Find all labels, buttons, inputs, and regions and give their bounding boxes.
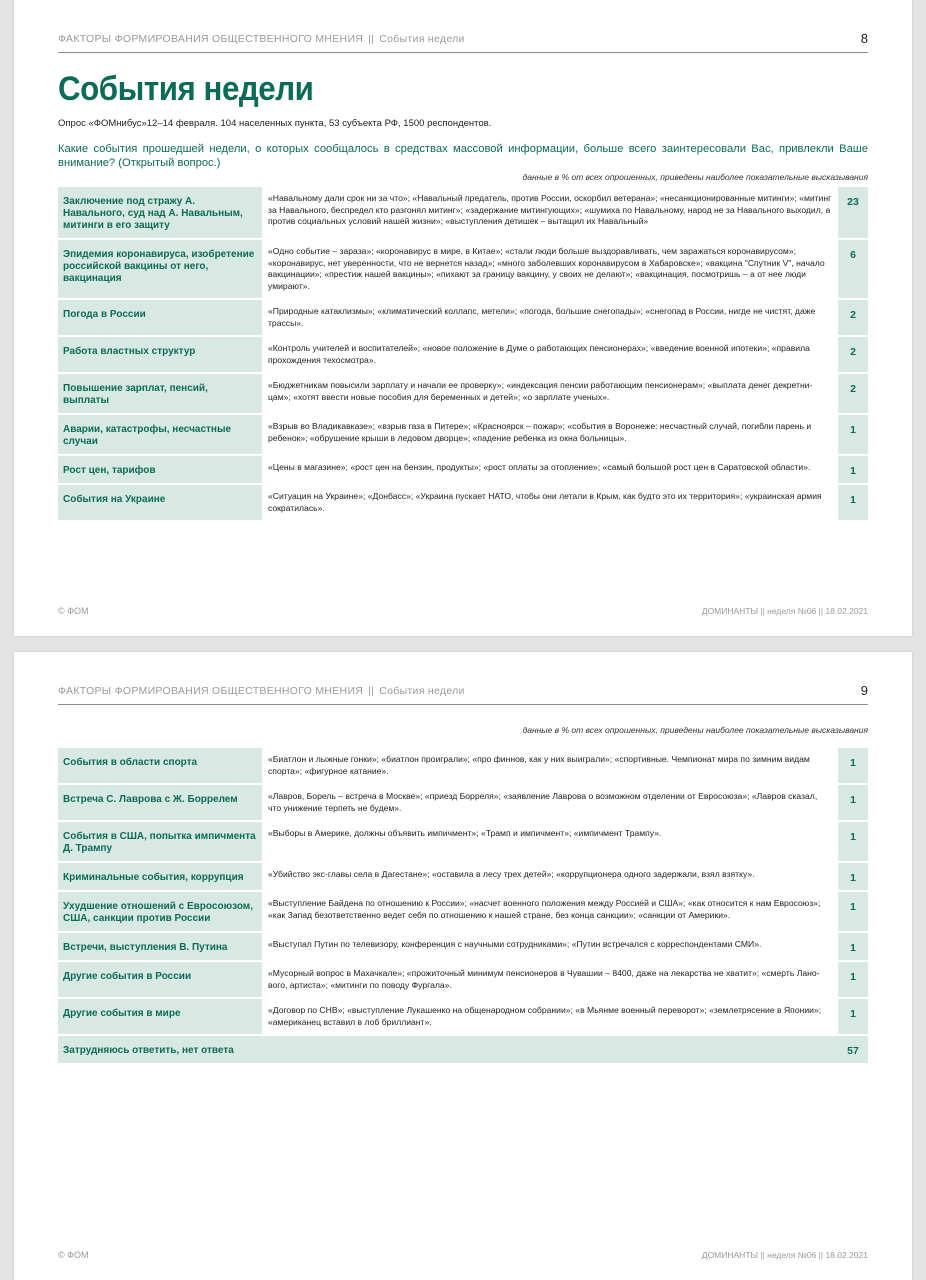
row-value: 1 xyxy=(838,748,868,783)
row-value: 2 xyxy=(838,374,868,413)
table-row xyxy=(58,962,868,997)
running-header xyxy=(58,682,868,705)
table-row xyxy=(58,933,868,960)
row-quotes: «Лавров, Борель – встреча в Москве»; «приезд Борреля»; «заявление Лаврова о возможном отделении от Евросоюза»; «Лавров сказал, что унижение терпеть не будем». xyxy=(262,785,838,820)
row-value: 1 xyxy=(838,415,868,454)
row-value: 1 xyxy=(838,933,868,960)
row-quotes: «Убийство экс-главы села в Дагестане»; «оставила в лесу трех детей»; «коррупционера одного задержали, взял взятку». xyxy=(262,863,838,890)
page-title: События недели xyxy=(58,70,314,108)
data-note: данные в % от всех опрошенных, приведены наиболее показательные высказывания xyxy=(522,172,868,182)
row-value: 57 xyxy=(838,1036,868,1063)
table-row xyxy=(58,300,868,335)
header-separator: || xyxy=(368,685,375,697)
document-page-8 xyxy=(14,0,912,636)
row-quotes: «Выступал Путин по телевизору, конференция с научными сотрудниками»; «Путин встречался с корреспондентами СМИ». xyxy=(262,933,838,960)
footer-copyright: © ФОМ xyxy=(58,606,89,616)
row-value: 23 xyxy=(838,187,868,238)
table-row xyxy=(58,999,868,1034)
page-number: 8 xyxy=(860,31,868,46)
row-category: Встреча С. Лаврова с Ж. Боррелем xyxy=(58,785,262,820)
row-value: 1 xyxy=(838,892,868,931)
row-category: Работа властных структур xyxy=(58,337,262,372)
page-number: 9 xyxy=(860,683,868,698)
footer-copyright: © ФОМ xyxy=(58,1250,89,1260)
table-row xyxy=(58,748,868,783)
results-table xyxy=(58,185,868,522)
footer-edition: ДОМИНАНТЫ || неделя №06 || 18.02.2021 xyxy=(701,1250,868,1260)
row-quotes: «Договор по СНВ»; «выступление Лукашенко на общенародном собрании»; «в Мьянме военный переворот»; «землетрясение в Японии»; «американец вставил в лоб бриллиант». xyxy=(262,999,838,1034)
row-category: Встречи, выступления В. Путина xyxy=(58,933,262,960)
row-quotes: «Навальному дали срок ни за что»; «Навальный предатель, против России, оскорбил ветерана»; «несанкционированные митинги»; «митинг за Навального, беспредел кто разгонял митинг»; «задержание митингующих»; «шумиха по Навальному, народ не за Навального выходил, а против социальных условий нашей жизни»; «выступления детишек – вытащил их Навальный» xyxy=(262,187,838,238)
row-value: 6 xyxy=(838,240,868,298)
row-quotes: «Одно событие – зараза»; «коронавирус в мире, в Китае»; «стали люди больше выздоравливать, чем заражаться коронавирусом»; «коронавирус, нет уверенности, что не вернется назад»; «много заболевших коронавирусом в Хабаровске»; «вакцина "Спутник V", начало вакцинации»; «престиж нашей вакцины»; «пихают за границу вакцину, у своих не делают»; «вакцинация, посмотришь – а от нее люди умирают». xyxy=(262,240,838,298)
header-title: ФАКТОРЫ ФОРМИРОВАНИЯ ОБЩЕСТВЕННОГО МНЕНИЯ xyxy=(58,685,364,697)
row-value: 1 xyxy=(838,456,868,483)
table-row xyxy=(58,863,868,890)
document-page-9 xyxy=(14,652,912,1280)
row-category: Погода в России xyxy=(58,300,262,335)
row-quotes: «Взрыв во Владикавказе»; «взрыв газа в Питере»; «Красноярск – пожар»; «события в Воронеже: несчастный случай, погибли парень и ребенок»; «обрушение крыши в ледовом дворце»; «падение ребенка из окна больницы». xyxy=(262,415,838,454)
table-row xyxy=(58,892,868,931)
table-row xyxy=(58,485,868,520)
row-quotes: «Мусорный вопрос в Махачкале»; «прожиточный минимум пенсионеров в Чувашии – 8400, даже на лекарства не хватит»; «смерть Лано-вого, артиста»; «митинги по поводу Фургала». xyxy=(262,962,838,997)
row-category: События в области спорта xyxy=(58,748,262,783)
row-category: Аварии, катастрофы, несчастные случаи xyxy=(58,415,262,454)
row-quotes: «Контроль учителей и воспитателей»; «новое положение в Думе о работающих пенсионерах»; «введение военной ипотеки»; «правила прохождения техосмотра». xyxy=(262,337,838,372)
no-answer-row xyxy=(58,1036,868,1063)
header-separator: || xyxy=(368,33,375,45)
row-quotes: «Биатлон и лыжные гонки»; «биатлон проиграли»; «про финнов, как у них выиграли»; «спортивные. Чемпионат мира по зимним видам спорта»; «фигурное катание». xyxy=(262,748,838,783)
row-value: 1 xyxy=(838,785,868,820)
table-row xyxy=(58,822,868,861)
row-category: События на Украине xyxy=(58,485,262,520)
row-value: 1 xyxy=(838,485,868,520)
row-category: Ухудшение отношений с Евросоюзом, США, санкции против России xyxy=(58,892,262,931)
row-value: 1 xyxy=(838,962,868,997)
row-quotes: «Природные катаклизмы»; «климатический коллапс, метели»; «погода, большие снегопады»; «снегопад в России, нигде не чистят, даже трассы». xyxy=(262,300,838,335)
row-quotes: «Ситуация на Украине»; «Донбасс»; «Украина пускает НАТО, чтобы они летали в Крым, как будто это их территория»; «украинская армия сократилась». xyxy=(262,485,838,520)
row-value: 1 xyxy=(838,863,868,890)
row-category: Заключение под стражу А. Навального, суд над А. Навальным, митинги в его защиту xyxy=(58,187,262,238)
row-category: События в США, попытка импичмента Д. Трампу xyxy=(58,822,262,861)
table-row xyxy=(58,337,868,372)
table-row xyxy=(58,187,868,238)
row-value: 1 xyxy=(838,822,868,861)
table-row xyxy=(58,415,868,454)
table-row xyxy=(58,456,868,483)
row-category: Криминальные события, коррупция xyxy=(58,863,262,890)
row-category: Другие события в России xyxy=(58,962,262,997)
table-row xyxy=(58,240,868,298)
row-quotes: «Выборы в Америке, должны объявить импичмент»; «Трамп и импичмент»; «импичмент Трампу». xyxy=(262,822,838,861)
row-value: 1 xyxy=(838,999,868,1034)
row-quotes: «Бюджетникам повысили зарплату и начали ее проверку»; «индексация пенсии работающим пенсионерам»; «выплата денег декретни-цам»; «хотят ввести новые пособия для беременных и детей»; «о зарплате ученых». xyxy=(262,374,838,413)
row-category: Рост цен, тарифов xyxy=(58,456,262,483)
header-section: События недели xyxy=(379,33,465,45)
row-quotes: «Цены в магазине»; «рост цен на бензин, продукты»; «рост оплаты за отопление»; «самый большой рост цен в Саратовской области». xyxy=(262,456,838,483)
header-section: События недели xyxy=(379,685,465,697)
survey-question: Какие события прошедшей недели, о которых сообщалось в средствах массовой информации, больше всего заинтересовали Вас, привлекли Ваше внимание? (Открытый вопрос.) xyxy=(58,143,868,169)
table-row xyxy=(58,785,868,820)
results-table xyxy=(58,746,868,1065)
data-note: данные в % от всех опрошенных, приведены наиболее показательные высказывания xyxy=(522,725,868,735)
row-category: Затрудняюсь ответить, нет ответа xyxy=(58,1036,838,1063)
running-header xyxy=(58,30,868,53)
row-value: 2 xyxy=(838,300,868,335)
header-title: ФАКТОРЫ ФОРМИРОВАНИЯ ОБЩЕСТВЕННОГО МНЕНИЯ xyxy=(58,33,364,45)
footer-edition: ДОМИНАНТЫ || неделя №06 || 18.02.2021 xyxy=(701,606,868,616)
row-quotes: «Выступление Байдена по отношению к России»; «насчет военного положения между Россией и США»; «как относится к нам Евросоюз»; «как Запад безответственно ведет себя по отношению к нашей стране, без конца санкции»; «санкции от Америки». xyxy=(262,892,838,931)
row-category: Эпидемия коронавируса, изобретение российской вакцины от него, вакцинация xyxy=(58,240,262,298)
survey-info: Опрос «ФОМнибус»12–14 февраля. 104 населенных пункта, 53 субъекта РФ, 1500 респондентов. xyxy=(58,118,492,129)
table-row xyxy=(58,374,868,413)
row-category: Другие события в мире xyxy=(58,999,262,1034)
row-value: 2 xyxy=(838,337,868,372)
row-category: Повышение зарплат, пенсий, выплаты xyxy=(58,374,262,413)
